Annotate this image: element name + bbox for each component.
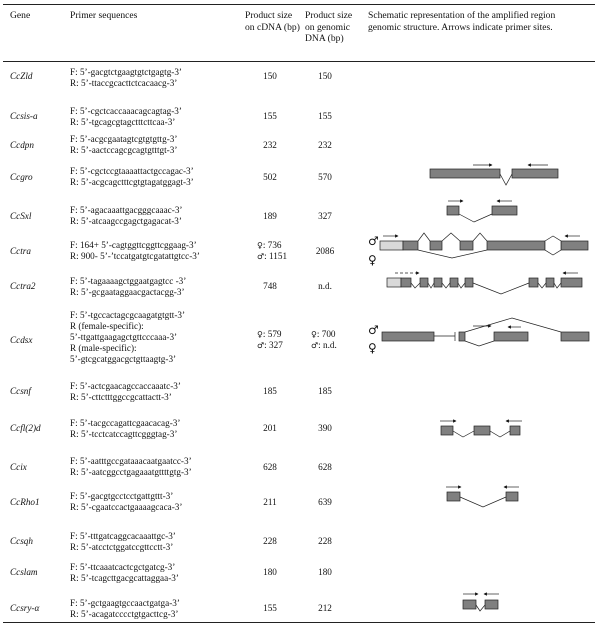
cdna-size-male: ♂: 327 bbox=[257, 340, 283, 350]
svg-text:♀: ♀ bbox=[368, 253, 377, 267]
svg-text:♂: ♂ bbox=[368, 323, 379, 337]
gene-name: Ccfl(2)d bbox=[10, 423, 41, 433]
ccrho1-schematic bbox=[446, 487, 519, 507]
cdna-size: 155 bbox=[263, 603, 277, 613]
gene-name: Ccsnf bbox=[10, 386, 31, 396]
gene-name: Ccsis-a bbox=[10, 111, 38, 121]
cdna-size: 201 bbox=[263, 423, 277, 433]
genomic-size-male: ♂: n.d. bbox=[311, 340, 337, 350]
cctra2-schematic bbox=[387, 273, 582, 294]
genomic-size: 570 bbox=[318, 172, 332, 182]
gene-name: Ccgro bbox=[10, 172, 33, 182]
primer-sequences: F: 5’-agacaaattgacgggcaaac-3’ R: 5’-atcaagccgagctgagacat-3’ bbox=[70, 205, 183, 226]
genomic-size: 155 bbox=[318, 111, 332, 121]
genomic-size: 232 bbox=[318, 140, 332, 150]
primer-sequences: F: 5’-tgccactagcgcaagatgtgtt-3’ R (female-specific): 5’-ttgattgaagagctgttcccaaa-3’ R (male-specific): 5’-gtcgcatggacgctgttaagtg-3’ bbox=[70, 310, 186, 364]
gene-name: CcRho1 bbox=[10, 497, 40, 507]
genomic-size: 390 bbox=[318, 423, 332, 433]
ccsry-alpha-schematic bbox=[463, 594, 499, 611]
genomic-size: 2086 bbox=[315, 246, 335, 256]
genomic-size: 212 bbox=[318, 603, 332, 613]
gene-name: Cctra2 bbox=[10, 281, 36, 291]
primer-sequences: F: 5’-ttcaaatcactcgctgatcg-3’ R: 5’-tcagcttgacgcattaggaa-3’ bbox=[70, 562, 179, 583]
header-genomic-size: Product size on genomic DNA (bp) bbox=[305, 10, 353, 44]
genomic-size: 185 bbox=[318, 386, 332, 396]
primer-sequences: F: 5’-gacgtctgaagtgtctgagtg-3’ R: 5’-ttaccgcacttctcacaacg-3’ bbox=[70, 67, 182, 88]
cdna-size: 150 bbox=[263, 71, 277, 81]
gene-name: Ccslam bbox=[10, 567, 38, 577]
genomic-size-female: ♀: 700 bbox=[311, 329, 336, 339]
header-cdna-size: Product size on cDNA (bp) bbox=[245, 10, 300, 33]
primer-sequences: F: 5’-actcgaacagccaccaaatc-3’ R: 5’-cttctttggccgcattactt-3’ bbox=[70, 381, 181, 402]
gene-name: CcZld bbox=[10, 71, 33, 81]
cdna-size: 185 bbox=[263, 386, 277, 396]
primer-sequences: F: 5’-gctgaagtgccaactgatga-3’ R: 5’-acagatcccctgtgacttcg-3’ bbox=[70, 598, 180, 619]
ccgro-schematic bbox=[430, 165, 558, 185]
cdna-size: 502 bbox=[263, 172, 277, 182]
cdna-size: 155 bbox=[263, 111, 277, 121]
gene-name: Ccix bbox=[10, 462, 27, 472]
header-schematic: Schematic representation of the amplified region genomic structure. Arrows indicate primer sites. bbox=[368, 10, 556, 33]
primer-sequences: F: 5’-tagaaaagctggaatgagtcc -3’ R: 5’-gcgaataggaacgactacgg-3’ bbox=[70, 276, 187, 297]
genomic-size: 150 bbox=[318, 71, 332, 81]
cdna-size-female: ♀: 736 bbox=[257, 240, 282, 250]
header-gene: Gene bbox=[10, 10, 31, 21]
primer-sequences: F: 164+ 5’-cagtggttcggttcggaag-3’ R: 900- 5’-’tccatgatgtcgatattgtcc-3’ bbox=[70, 240, 200, 261]
cdna-size: 748 bbox=[263, 281, 277, 291]
genomic-size: 628 bbox=[318, 462, 332, 472]
schematics bbox=[366, 0, 598, 631]
cdna-size: 211 bbox=[263, 497, 277, 507]
cdna-size: 180 bbox=[263, 567, 277, 577]
genomic-size: n.d. bbox=[318, 281, 332, 291]
header-primer-sequences: Primer sequences bbox=[70, 10, 138, 21]
cdna-size: 189 bbox=[263, 211, 277, 221]
genomic-size: 327 bbox=[318, 211, 332, 221]
svg-text:♂: ♂ bbox=[368, 234, 379, 248]
gene-name: Cctra bbox=[10, 246, 31, 256]
cdna-size: 232 bbox=[263, 140, 277, 150]
gene-name: Ccsqh bbox=[10, 536, 33, 546]
cdna-size-female: ♀: 579 bbox=[257, 329, 282, 339]
cdna-size: 228 bbox=[263, 536, 277, 546]
cdna-size: 628 bbox=[263, 462, 277, 472]
gene-name: Ccdpn bbox=[10, 140, 34, 150]
primer-sequences: F: 5’-tttgatcaggcacaaattgc-3’ R: 5’-atcctctggatccgttcctt-3’ bbox=[70, 531, 176, 552]
primer-sequences: F: 5’-gacgtgcctcctgattgttt-3’ R: 5’-cgaatccactgaaaagcaca-3’ bbox=[70, 491, 183, 512]
svg-text:♀: ♀ bbox=[368, 341, 377, 355]
primer-sequences: F: 5’-aatttgccgataaacaatgaatcc-3’ R: 5’-aatcggcctgagaaatgttttgtg-3’ bbox=[70, 456, 192, 477]
primer-sequences: F: 5’-cgctccgtaaaattactgccagac-3’ R: 5’-acgcagctttcgtgtagatggagt-3’ bbox=[70, 166, 194, 187]
ccdsx-schematic bbox=[368, 318, 589, 355]
genomic-size: 228 bbox=[318, 536, 332, 546]
primer-sequences: F: 5’-acgcgaatagtcgtgtgttg-3’ R: 5’-aactccagcgcagtgtttgt-3’ bbox=[70, 134, 178, 155]
ccfl2d-schematic bbox=[440, 421, 522, 437]
gene-name: CcSxl bbox=[10, 211, 32, 221]
cctra-schematic bbox=[368, 233, 588, 267]
cdna-size-male: ♂: 1151 bbox=[257, 251, 288, 261]
ccsxl-schematic bbox=[447, 201, 517, 222]
genomic-size: 639 bbox=[318, 497, 332, 507]
genomic-size: 180 bbox=[318, 567, 332, 577]
primer-sequences: F: 5’-tacgccagattcgaacacag-3’ R: 5’-tcctcatccagttcgggtag-3’ bbox=[70, 418, 181, 439]
gene-name: Ccsry-α bbox=[10, 603, 40, 613]
gene-name: Ccdsx bbox=[10, 335, 33, 345]
primer-sequences: F: 5’-cgctcaccaaacagcagtag-3’ R: 5’-tgcagcgtagctttcttcaa-3’ bbox=[70, 106, 182, 127]
